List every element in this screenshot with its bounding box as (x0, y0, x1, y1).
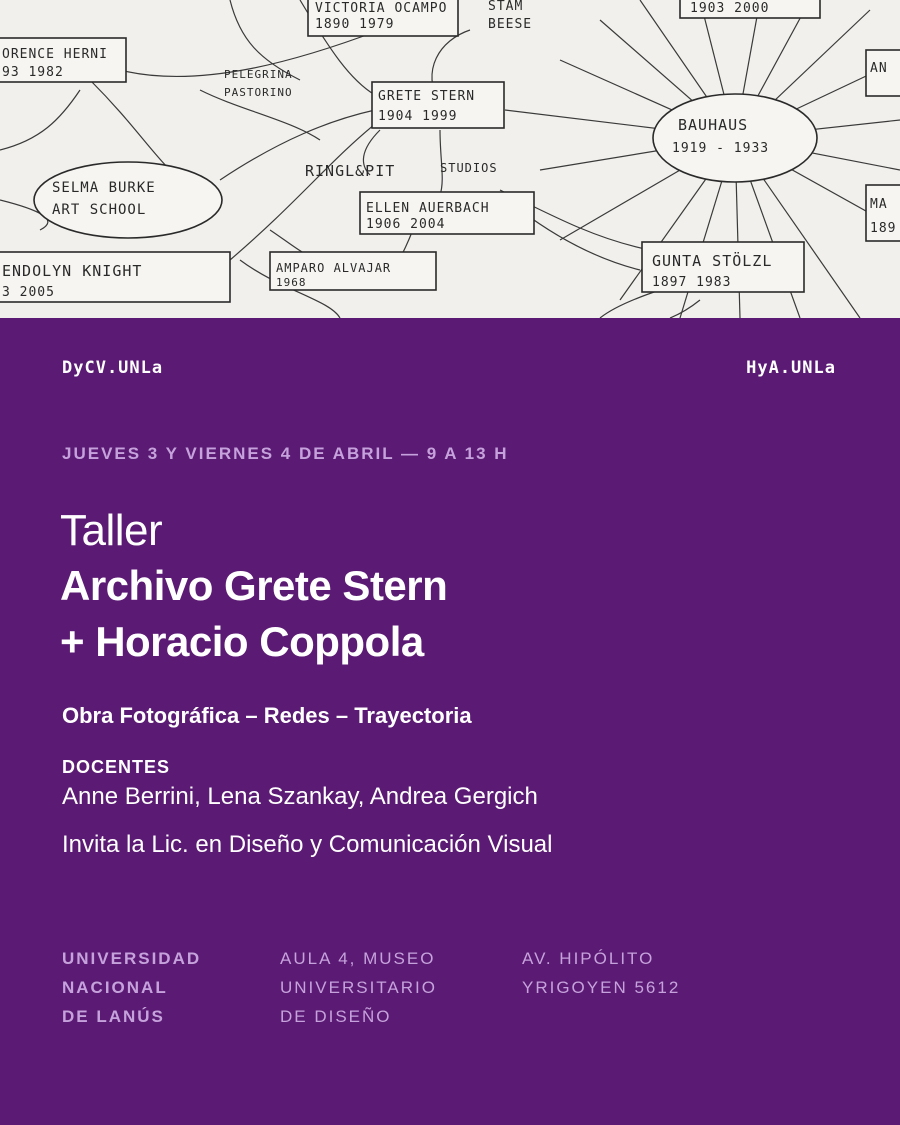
title-horacio-coppola: + Horacio Coppola (60, 618, 424, 665)
invite-text: Invita la Lic. en Diseño y Comunicación Visual (62, 831, 553, 858)
footer-room-line: DE DISEÑO (280, 1007, 392, 1026)
footer-address-line: YRIGOYEN 5612 (522, 978, 681, 997)
note-florence-henri-1: ORENCE HERNI (2, 47, 108, 62)
note-amparo-2: 1968 (276, 276, 307, 289)
note-pelegrina-1: PELEGRINA (224, 68, 293, 81)
note-pelegrina-2: PASTORINO (224, 86, 293, 99)
footer-university-line: NACIONAL (62, 978, 168, 997)
note-ringl-pit: RINGL&PIT (305, 162, 396, 180)
note-gunta-stolzl-1: GUNTA STÖLZL (652, 252, 773, 270)
note-ellen-auerbach-1: ELLEN AUERBACH (366, 201, 490, 216)
footer-university-line: UNIVERSIDAD (62, 949, 202, 968)
hand-drawn-network-sketch (0, 0, 900, 318)
footer-room-line: UNIVERSITARIO (280, 978, 437, 997)
dycv-logo: DyCV.UNLa (62, 358, 164, 378)
note-amparo-1: AMPARO ALVAJAR (276, 261, 392, 275)
note-selma-burke-2: ART SCHOOL (52, 202, 147, 218)
footer-university-line: DE LANÚS (62, 1007, 165, 1026)
footer-room-line: AULA 4, MUSEO (280, 949, 436, 968)
note-gwendolyn-1: ENDOLYN KNIGHT (2, 262, 143, 280)
ellipse-selma-burke (34, 162, 222, 238)
ellipse-bauhaus (653, 94, 817, 182)
note-edge-ma-2: 189 (870, 221, 897, 236)
title-taller: Taller (60, 506, 163, 555)
hya-logo: HyA.UNLa (746, 358, 836, 378)
note-stam-beese-1: STAM (488, 0, 524, 14)
note-victoria-ocampo-2: 1890 1979 (315, 17, 395, 32)
note-selma-burke-1: SELMA BURKE (52, 180, 156, 196)
note-stam-beese-2: BEESE (488, 17, 533, 32)
footer-university (62, 944, 201, 1031)
title-archivo-grete-stern: Archivo Grete Stern (60, 562, 448, 609)
note-gunta-stolzl-2: 1897 1983 (652, 275, 732, 290)
event-subtitle: Obra Fotográfica – Redes – Trayectoria (62, 703, 472, 728)
note-edge-ma-1: MA (870, 197, 888, 212)
note-victoria-ocampo-1: VICTORIA OCAMPO (315, 1, 448, 16)
note-ellen-auerbach-2: 1906 2004 (366, 217, 446, 232)
docentes-names: Anne Berrini, Lena Szankay, Andrea Gergich (62, 783, 538, 810)
docentes-label: DOCENTES (62, 757, 171, 777)
note-bauhaus-2: 1919 - 1933 (672, 141, 770, 156)
note-gwendolyn-2: 3 2005 (2, 285, 55, 300)
network-diagram-photo (0, 0, 900, 318)
note-bauhaus-1: BAUHAUS (678, 116, 749, 134)
footer-address (522, 944, 680, 1002)
note-top-right-dates: 1903 2000 (690, 1, 770, 16)
note-studios: STUDIOS (440, 161, 498, 175)
footer-address-line: AV. HIPÓLITO (522, 949, 655, 968)
note-florence-henri-2: 93 1982 (2, 65, 64, 80)
note-grete-stern-2: 1904 1999 (378, 109, 458, 124)
note-edge-an: AN (870, 61, 888, 76)
footer-room (280, 944, 437, 1031)
note-grete-stern-1: GRETE STERN (378, 89, 476, 104)
event-date: JUEVES 3 Y VIERNES 4 DE ABRIL — 9 A 13 H (62, 444, 509, 463)
